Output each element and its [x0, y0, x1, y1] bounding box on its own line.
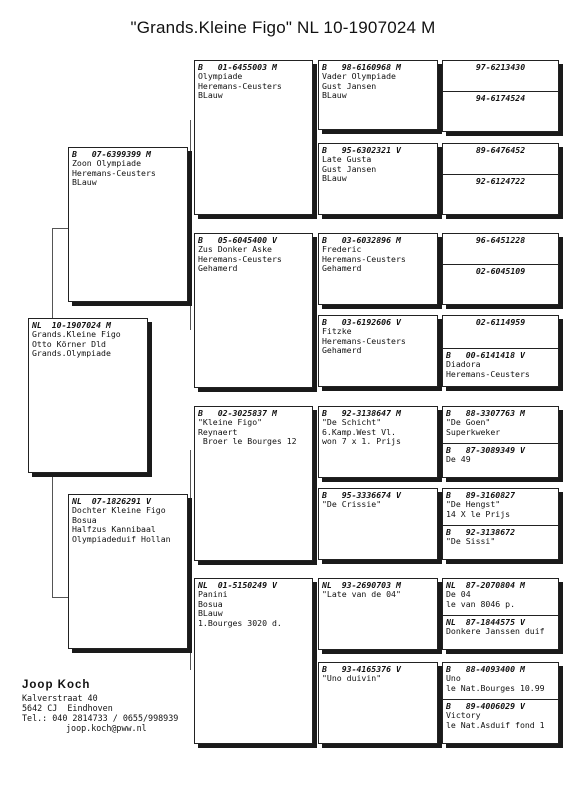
gen4-2-bottom [443, 174, 558, 188]
g7-top-ring-number: NL 87-2070804 M [446, 580, 525, 590]
mf-line-1: "Kleine Figo" [198, 417, 263, 428]
mmm-ring-number: B 93-4165376 V [322, 664, 401, 674]
owner-city: 5642 CJ Eindhoven [22, 703, 113, 713]
g8-bottom-line-2: le Nat.Asduif fond 1 [446, 719, 545, 730]
gen4-3-bottom [443, 264, 558, 278]
gen4-4-bottom [443, 348, 558, 381]
subject-line-3: Grands.Olympiade [32, 348, 111, 359]
g8-bottom-ring-number: B 89-4006029 V [446, 701, 525, 711]
mm-line-1: Panini [198, 589, 228, 600]
g6-bottom-line-1: "De Sissi" [446, 536, 496, 547]
mother-line-4: Olympiadeduif Hollan [72, 533, 171, 544]
father-line-1: Zoon Olympiade [72, 158, 142, 169]
gen4-pair-6 [442, 488, 559, 560]
g6-top-ring-number: B 89-3160827 [446, 490, 516, 500]
mother-line-3: Halfzus Kannibaal [72, 524, 156, 535]
subject-ring-number: NL 10-1907024 M [32, 320, 111, 330]
mother-line-1: Dochter Kleine Figo [72, 505, 166, 516]
fmf-ring-number: B 03-6032896 M [322, 235, 401, 245]
ff-line-3: BLauw [198, 90, 223, 101]
owner-name: Joop Koch [22, 679, 91, 691]
g6-top-line-2: 14 X le Prijs [446, 508, 511, 519]
mother-card [68, 494, 188, 649]
father-ring-number: B 07-6399399 M [72, 149, 151, 159]
mmf-line-1: "Late van de 04" [322, 589, 401, 600]
g8-bottom-line-1: Victory [446, 710, 481, 721]
mf-line-3: Broer le Bourges 12 [198, 436, 297, 447]
g2-top-ring-number: 89-6476452 [475, 145, 526, 155]
ffm-line-1: Late Gusta [322, 154, 372, 165]
g5-bottom-ring-number: B 87-3089349 V [446, 445, 525, 455]
father-card [68, 147, 188, 302]
gen4-3-top [443, 234, 558, 247]
gen4-6-top [443, 489, 558, 521]
mf-line-2: Reynaert [198, 426, 238, 437]
fm-line-1: Zus Donker Aske [198, 244, 272, 255]
mm-line-2: Bosua [198, 598, 223, 609]
owner-phone: Tel.: 040 2814733 / 0655/998939 [22, 713, 179, 723]
g1-bottom-ring-number: 94-6174524 [475, 93, 526, 103]
subject-card [28, 318, 148, 473]
mmf-ring-number: NL 93-2690703 M [322, 580, 401, 590]
g5-top-line-1: "De Goen" [446, 417, 491, 428]
ffm-line-3: BLauw [322, 173, 347, 184]
mmm-line-1: "Uno duivin" [322, 673, 382, 684]
fm-line-2: Heremans-Ceusters [198, 253, 282, 264]
g3-bottom-ring-number: 02-6045109 [475, 266, 526, 276]
gen4-pair-5 [442, 406, 559, 478]
connector-mother [190, 450, 191, 670]
gen4-pair-8 [442, 662, 559, 744]
granddam-paternal-card [194, 233, 313, 388]
fmm-line-2: Heremans-Ceusters [322, 335, 406, 346]
g8-top-ring-number: B 88-4093400 M [446, 664, 525, 674]
mfm-line-1: "De Crissie" [322, 499, 382, 510]
owner-email[interactable]: joop.koch@pww.nl [66, 723, 147, 733]
ff-line-2: Heremans-Ceusters [198, 80, 282, 91]
ffm-line-2: Gust Jansen [322, 163, 377, 174]
g1-top-ring-number: 97-6213430 [475, 62, 526, 72]
fff-ring-number: B 98-6160968 M [322, 62, 401, 72]
gen4-pair-7 [442, 578, 559, 650]
mm-line-4: 1.Bourges 3020 d. [198, 617, 282, 628]
grandsire-paternal-card [194, 60, 313, 215]
g5-top-line-2: Superkweker [446, 426, 501, 437]
gen3-card-1 [318, 60, 438, 130]
g2-bottom-ring-number: 92-6124722 [475, 176, 526, 186]
subject-line-1: Grands.Kleine Figo [32, 329, 121, 340]
gen3-card-8 [318, 662, 438, 744]
g3-top-ring-number: 96-6451228 [475, 235, 526, 245]
fmf-line-3: Gehamerd [322, 263, 362, 274]
fmm-line-1: Fitzke [322, 326, 352, 337]
fmm-ring-number: B 03-6192606 V [322, 317, 401, 327]
ffm-ring-number: B 95-6302321 V [322, 145, 401, 155]
gen4-pair-2 [442, 143, 559, 215]
fff-line-1: Vader Olympiade [322, 71, 396, 82]
mother-ring-number: NL 07-1826291 V [72, 496, 151, 506]
mff-ring-number: B 92-3138647 M [322, 408, 401, 418]
grandsire-maternal-card [194, 406, 313, 561]
g6-top-line-1: "De Hengst" [446, 499, 501, 510]
gen4-6-bottom [443, 525, 558, 549]
fmm-line-3: Gehamerd [322, 345, 362, 356]
owner-contact [22, 680, 178, 733]
gen4-7-top [443, 579, 558, 611]
subject-line-2: Otto Körner Dld [32, 338, 106, 349]
owner-address: Kalverstraat 40 [22, 693, 98, 703]
g4-top-ring-number: 02-6114959 [475, 317, 526, 327]
gen4-8-top [443, 663, 558, 695]
gen3-card-3 [318, 233, 438, 305]
gen3-card-6 [318, 488, 438, 560]
g5-top-ring-number: B 88-3307763 M [446, 408, 525, 418]
g7-top-line-1: De 04 [446, 589, 471, 600]
gen4-8-bottom [443, 699, 558, 732]
mff-line-2: 6.Kamp.West Vl. [322, 426, 396, 437]
g4-bottom-ring-number: B 00-6141418 V [446, 350, 525, 360]
connector-ff [315, 95, 316, 185]
fff-line-2: Gust Jansen [322, 80, 377, 91]
g6-bottom-ring-number: B 92-3138672 [446, 527, 516, 537]
gen4-2-top [443, 144, 558, 157]
mff-line-1: "De Schicht" [322, 417, 382, 428]
gen4-pair-1 [442, 60, 559, 132]
father-line-2: Heremans-Ceusters [72, 167, 156, 178]
gen4-pair-3 [442, 233, 559, 305]
fff-line-3: BLauw [322, 90, 347, 101]
connector-mm [315, 600, 316, 680]
g8-top-line-2: le Nat.Bourges 10.99 [446, 682, 545, 693]
granddam-maternal-card [194, 578, 313, 744]
g4-bottom-line-2: Heremans-Ceusters [446, 368, 530, 379]
g7-bottom-ring-number: NL 87-1844575 V [446, 617, 525, 627]
g7-bottom-line-1: Donkere Janssen duif [446, 626, 545, 637]
connector-mf [315, 430, 316, 505]
g4-bottom-line-1: Diadora [446, 359, 481, 370]
mff-line-3: won 7 x 1. Prijs [322, 436, 401, 447]
fm-line-3: Gehamerd [198, 263, 238, 274]
mm-line-3: BLauw [198, 608, 223, 619]
gen3-card-7 [318, 578, 438, 650]
gen4-pair-4 [442, 315, 559, 387]
g8-top-line-1: Uno [446, 673, 461, 684]
gen3-card-4 [318, 315, 438, 387]
gen4-7-bottom [443, 615, 558, 639]
gen3-card-2 [318, 143, 438, 215]
gen3-card-5 [318, 406, 438, 478]
g7-top-line-2: le van 8046 p. [446, 598, 516, 609]
g5-bottom-line-1: De 49 [446, 454, 471, 465]
gen4-1-top [443, 61, 558, 74]
mm-ring-number: NL 01-5150249 V [198, 580, 277, 590]
mother-line-2: Bosua [72, 514, 97, 525]
fm-ring-number: B 05-6045400 V [198, 235, 277, 245]
ff-ring-number: B 01-6455003 M [198, 62, 277, 72]
pedigree-title: "Grands.Kleine Figo" NL 10-1907024 M [130, 18, 436, 37]
connector-fm [315, 260, 316, 350]
gen4-5-bottom [443, 443, 558, 467]
fmf-line-1: Frederic [322, 244, 362, 255]
father-line-3: BLauw [72, 177, 97, 188]
mfm-ring-number: B 95-3336674 V [322, 490, 401, 500]
gen4-4-top [443, 316, 558, 329]
gen4-5-top [443, 407, 558, 439]
ff-line-1: Olympiade [198, 71, 243, 82]
fmf-line-2: Heremans-Ceusters [322, 253, 406, 264]
gen4-1-bottom [443, 91, 558, 105]
connector-father [190, 120, 191, 330]
mf-ring-number: B 02-3025837 M [198, 408, 277, 418]
